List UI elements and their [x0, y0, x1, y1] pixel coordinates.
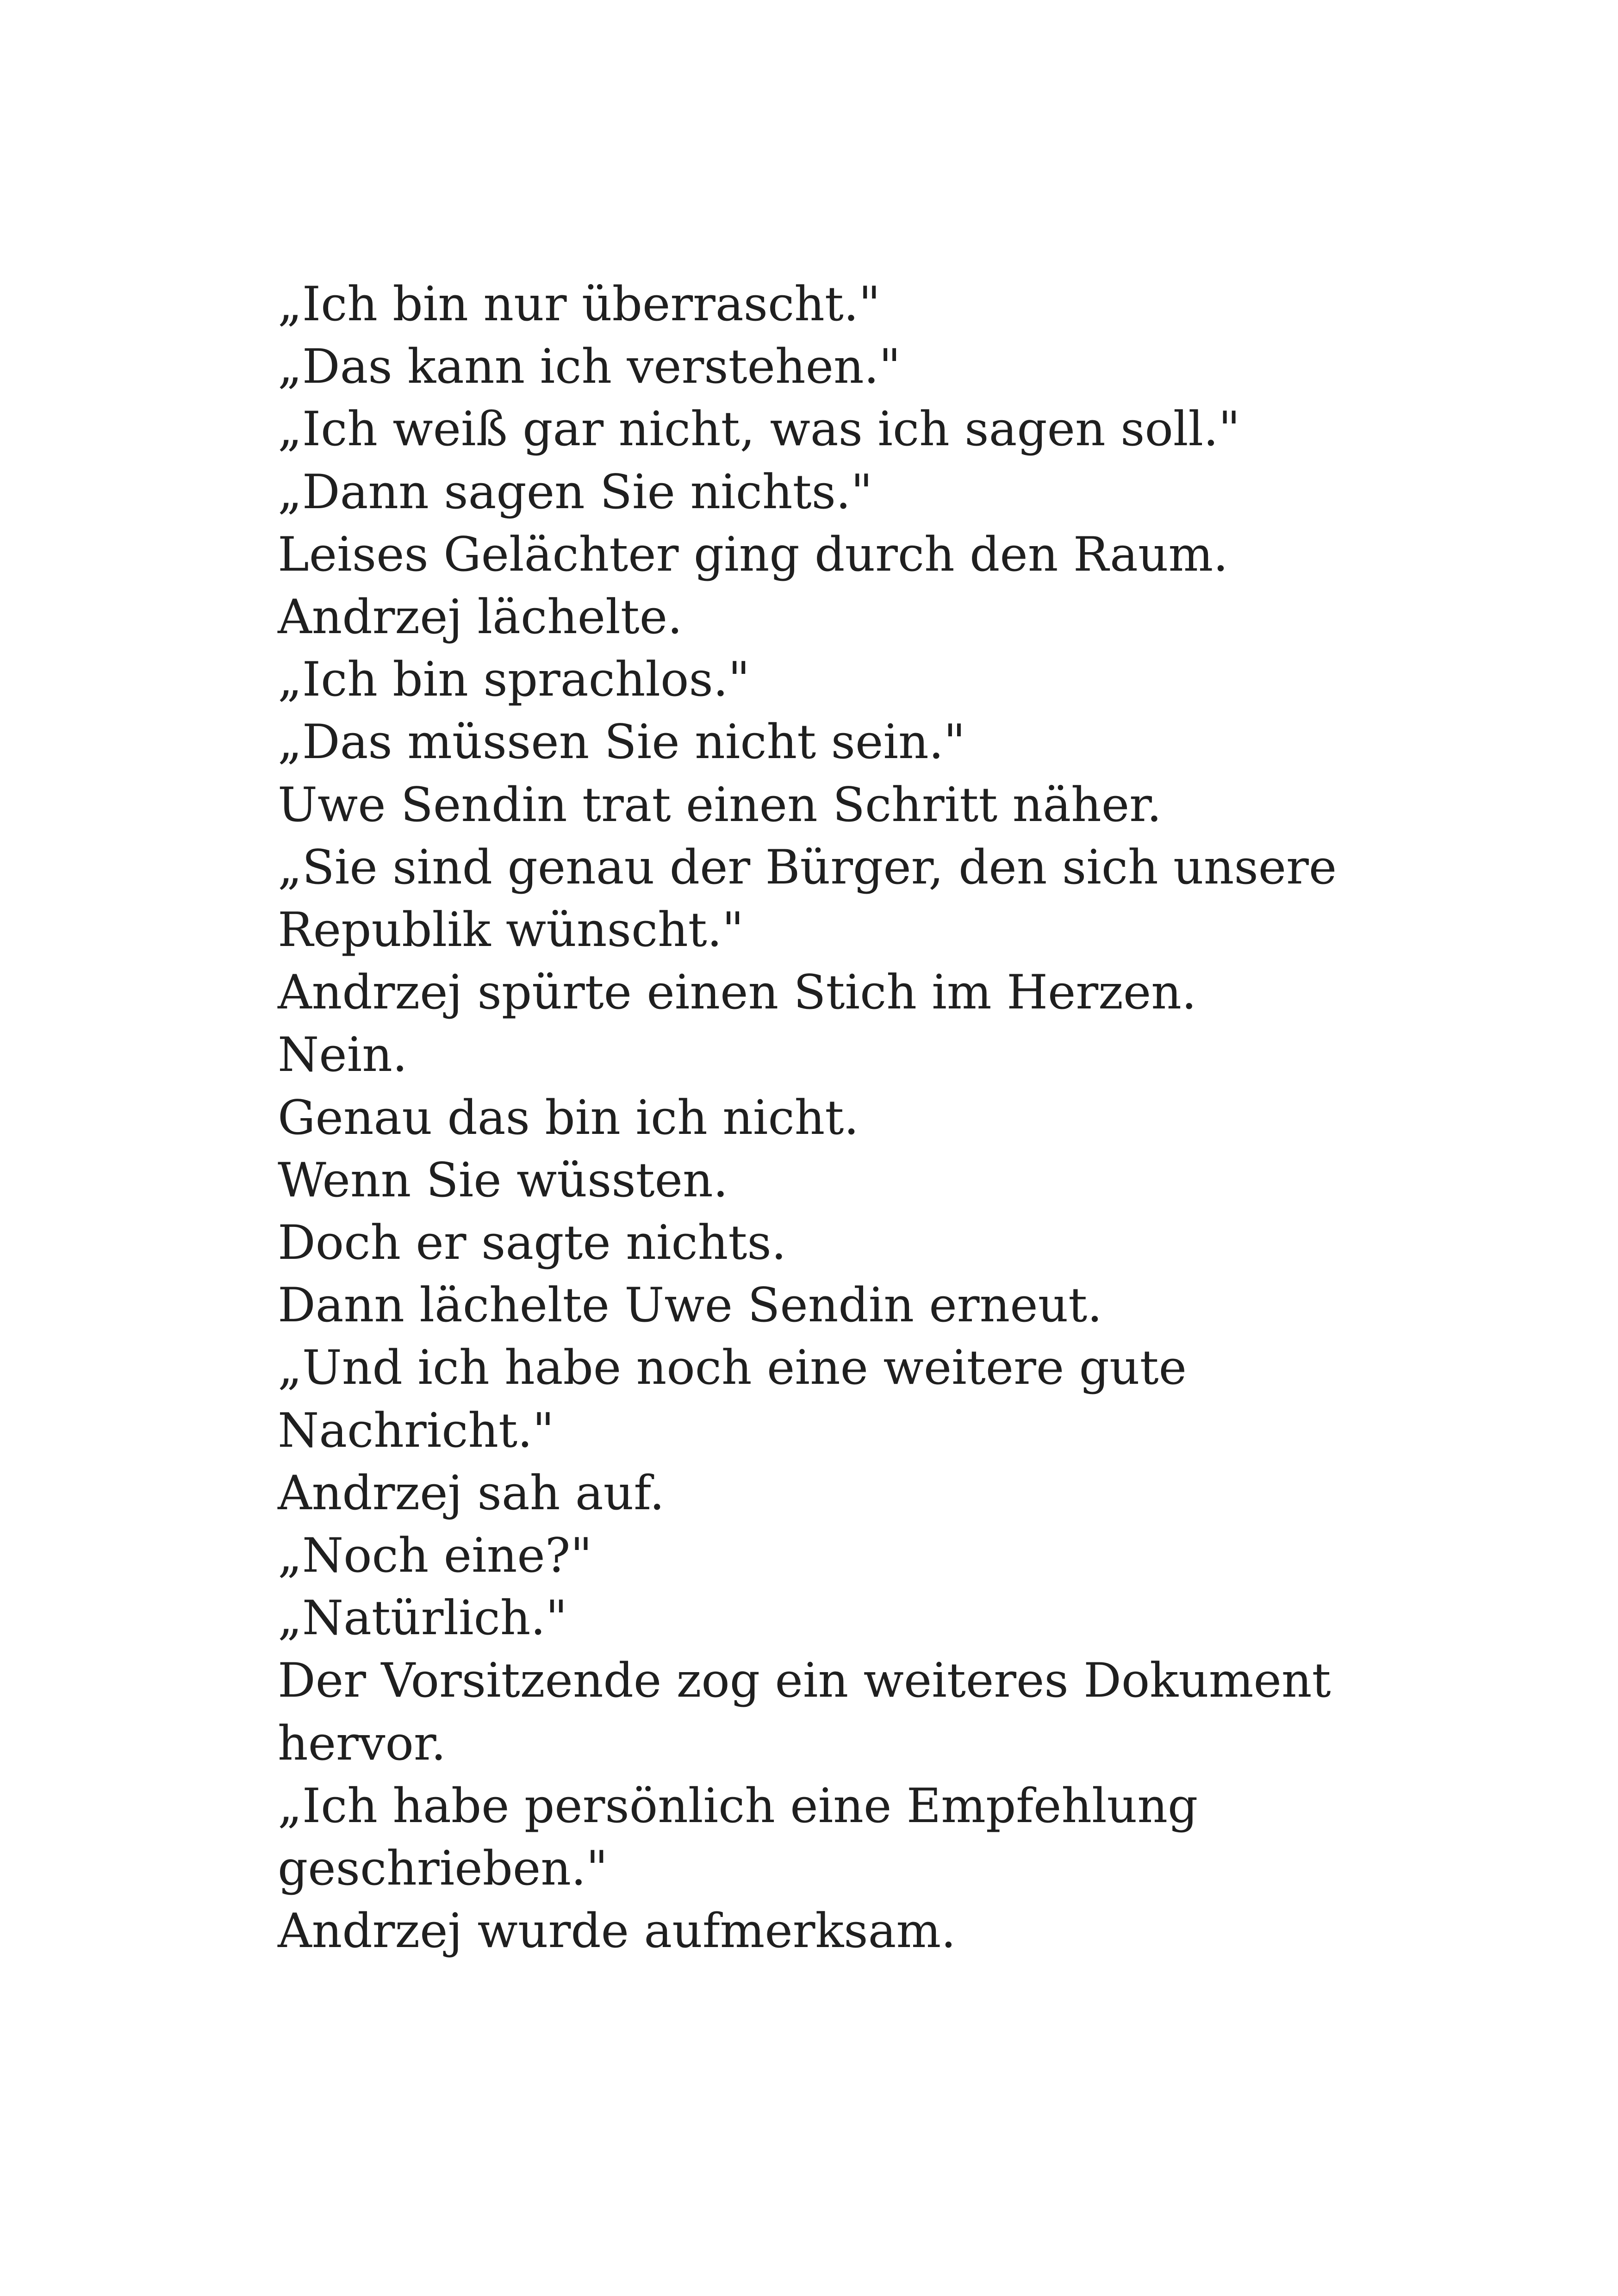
- text-line: Nachricht.": [278, 1403, 554, 1458]
- text-line: „Ich weiß gar nicht, was ich sagen soll.": [278, 402, 1240, 457]
- text-line: Leises Gelächter ging durch den Raum.: [278, 527, 1228, 582]
- text-line: Andrzej sah auf.: [278, 1465, 665, 1521]
- text-line: „Sie sind genau der Bürger, den sich unsere: [278, 840, 1337, 895]
- text-line: Genau das bin ich nicht.: [278, 1090, 859, 1145]
- text-line: „Das kann ich verstehen.": [278, 339, 901, 395]
- text-line: „Das müssen Sie nicht sein.": [278, 715, 965, 770]
- text-line: „Ich habe persönlich eine Empfehlung: [278, 1778, 1198, 1834]
- text-line: Wenn Sie wüssten.: [278, 1152, 728, 1208]
- text-line: Republik wünscht.": [278, 902, 744, 958]
- text-line: „Ich bin nur überrascht.": [278, 277, 881, 332]
- text-line: „Natürlich.": [278, 1591, 567, 1646]
- text-line: „Dann sagen Sie nichts.": [278, 464, 873, 520]
- text-line: Andrzej wurde aufmerksam.: [278, 1904, 956, 1959]
- text-line: hervor.: [278, 1716, 446, 1771]
- body-text: [278, 273, 1365, 1962]
- text-line: Andrzej spürte einen Stich im Herzen.: [278, 965, 1197, 1020]
- text-line: Uwe Sendin trat einen Schritt näher.: [278, 777, 1162, 833]
- text-line: Andrzej lächelte.: [278, 590, 683, 645]
- text-line: Dann lächelte Uwe Sendin erneut.: [278, 1278, 1102, 1333]
- text-line: „Und ich habe noch eine weitere gute: [278, 1340, 1187, 1396]
- text-line: Doch er sagte nichts.: [278, 1215, 787, 1271]
- text-line: geschrieben.": [278, 1841, 608, 1897]
- text-line: „Ich bin sprachlos.": [278, 652, 750, 708]
- text-line: Nein.: [278, 1027, 408, 1083]
- text-line: „Noch eine?": [278, 1528, 592, 1584]
- text-line: Der Vorsitzende zog ein weiteres Dokument: [278, 1653, 1331, 1709]
